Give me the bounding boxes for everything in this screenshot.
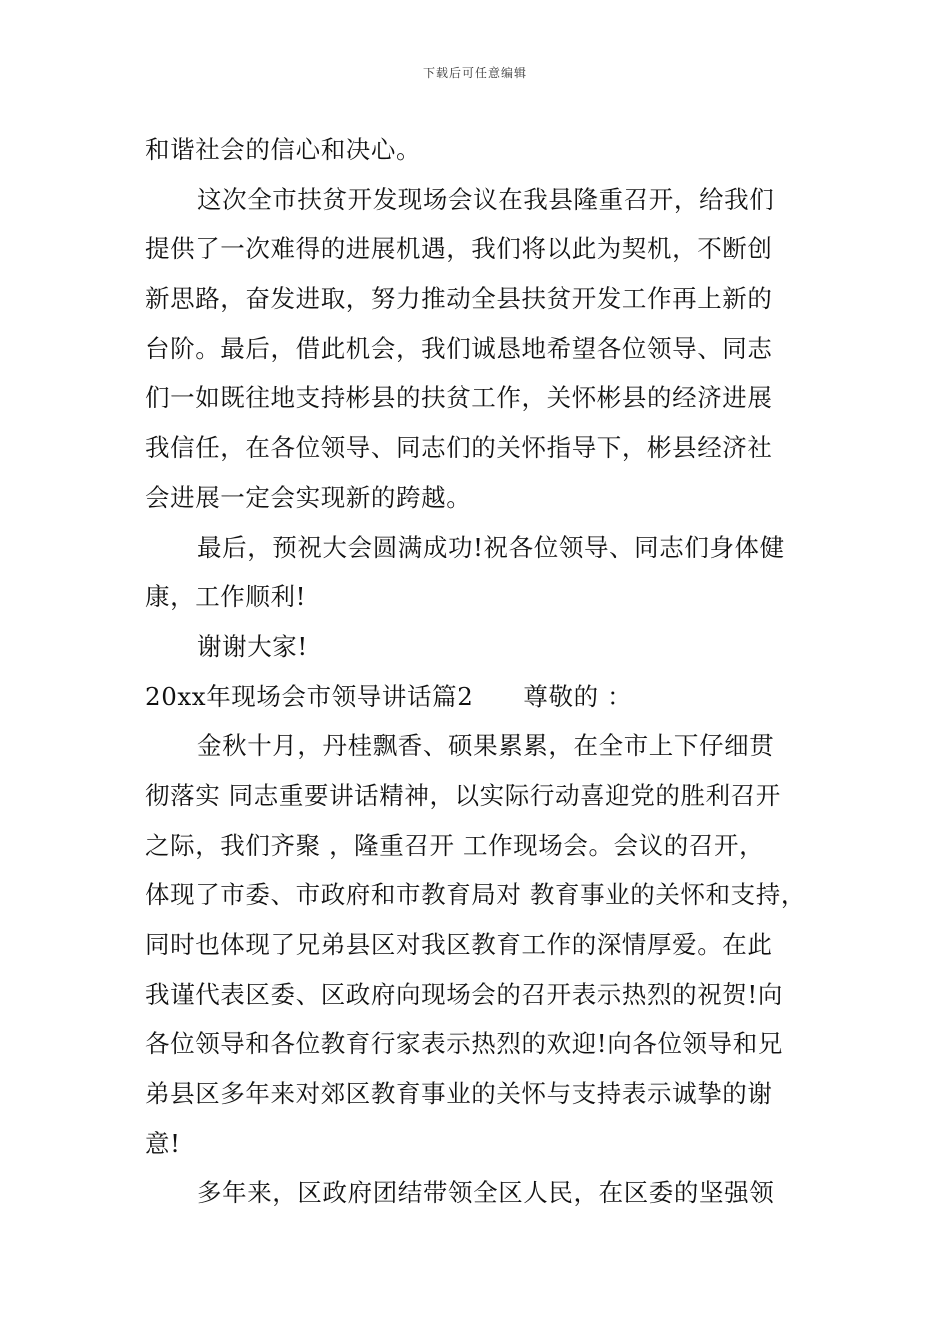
text-line: 提供了一次难得的进展机遇，我们将以此为契机，不断创 (145, 234, 773, 264)
text-line: 最后，预祝大会圆满成功!祝各位领导、同志们身体健 (197, 532, 785, 562)
section-heading-salutation: 尊敬的 ： (523, 681, 633, 711)
text-line: 多年来，区政府团结带领全区人民，在区委的坚强领 (197, 1178, 775, 1208)
text-line: 体现了市委、市政府和市教育局对 教育事业的关怀和支持， (145, 880, 806, 910)
text-line: 金秋十月，丹桂飘香、硕果累累，在全市上下仔细贯 (197, 731, 775, 761)
text-line: 会进展一定会实现新的跨越。 (145, 482, 472, 512)
text-line: 这次全市扶贫开发现场会议在我县隆重召开，给我们 (197, 184, 775, 214)
text-line: 各位领导和各位教育行家表示热烈的欢迎!向各位领导和兄 (145, 1029, 783, 1059)
text-line: 彻落实 同志重要讲话精神，以实际行动喜迎党的胜利召开 (145, 780, 781, 810)
text-line: 新思路，奋发进取，努力推动全县扶贫开发工作再上新的 (145, 284, 773, 314)
section-heading (145, 672, 825, 722)
page-header-note: 下载后可任意编辑 (422, 66, 527, 80)
text-line: 台阶。最后，借此机会，我们诚恳地希望各位领导、同志 (145, 333, 773, 363)
section-heading-title: 20xx年现场会市领导讲话篇2 (145, 681, 474, 711)
text-line: 我信任，在各位领导、同志们的关怀指导下，彬县经济社 (145, 433, 773, 463)
text-line: 意! (145, 1128, 181, 1158)
text-line: 们一如既往地支持彬县的扶贫工作，关怀彬县的经济进展 (145, 383, 773, 413)
document-body (145, 125, 825, 1218)
text-line: 和谐社会的信心和决心。 (145, 135, 422, 164)
text-line: 弟县区多年来对郊区教育事业的关怀与支持表示诚挚的谢 (145, 1079, 773, 1109)
text-line: 康，工作顺利! (145, 582, 307, 612)
text-line: 同时也体现了兄弟县区对我区教育工作的深情厚爱。在此 (145, 930, 773, 959)
text-line: 谢谢大家! (197, 631, 308, 661)
text-line: 之际，我们齐聚 ，隆重召开 工作现场会。会议的召开， (145, 830, 765, 860)
text-line: 我谨代表区委、区政府向现场会的召开表示热烈的祝贺!向 (145, 979, 783, 1009)
